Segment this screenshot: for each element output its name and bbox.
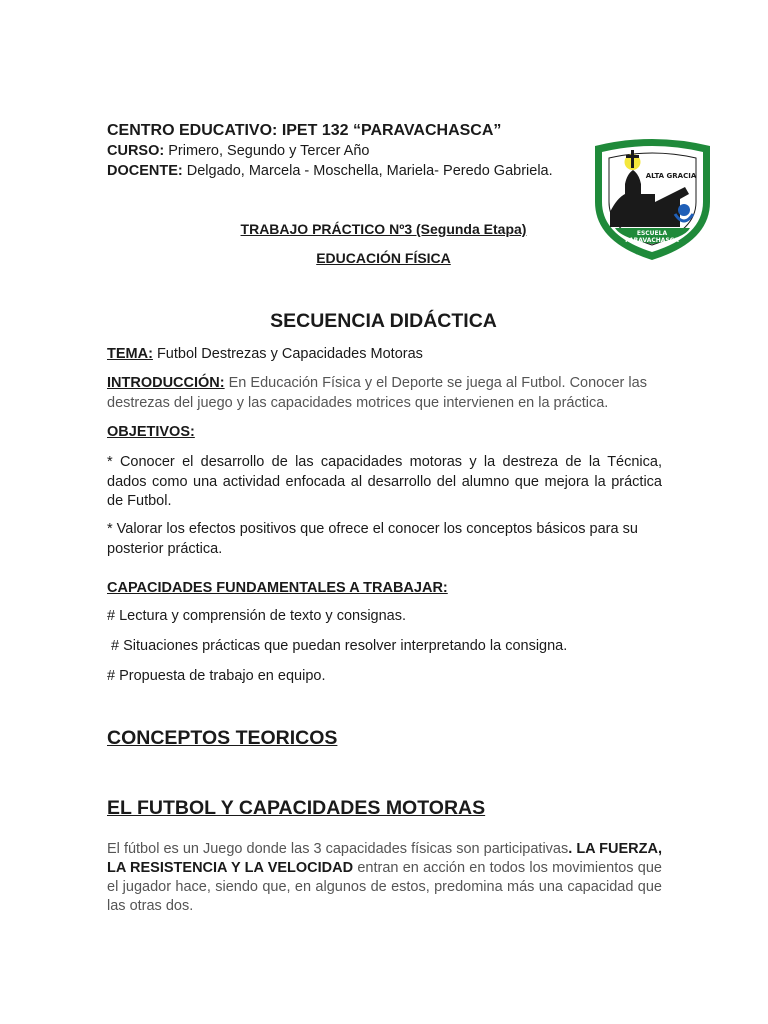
svg-text:ESCUELA: ESCUELA: [636, 230, 668, 237]
svg-text:PARAVACHASCA: PARAVACHASCA: [625, 237, 679, 244]
docente-value: Delgado, Marcela - Moschella, Mariela- Peredo Gabriela.: [182, 163, 553, 179]
futbol-paragraph-part1: El fútbol es un Juego donde las 3 capacidades físicas son participativas: [107, 841, 569, 857]
futbol-heading: EL FUTBOL Y CAPACIDADES MOTORAS: [107, 797, 486, 819]
curso-value: Primero, Segundo y Tercer Año: [164, 143, 370, 159]
docente-line: [107, 163, 553, 179]
futbol-paragraph-part3: entran en acción en todos los movimientos que el jugador hace, siendo que, en algunos de estos, predomina más una capacidad que las otras dos.: [107, 860, 662, 914]
school-title: CENTRO EDUCATIVO: IPET 132 “PARAVACHASCA”: [107, 122, 502, 139]
capacidades-label: CAPACIDADES FUNDAMENTALES A TRABAJAR:: [107, 580, 448, 596]
docente-label: DOCENTE:: [107, 163, 183, 179]
futbol-paragraph: [107, 840, 662, 916]
introduccion-label: INTRODUCCIÓN:: [107, 375, 225, 391]
conceptos-heading: CONCEPTOS TEORICOS: [107, 727, 338, 749]
school-crest-icon: [585, 132, 720, 267]
tema-line: [107, 345, 662, 365]
futbol-paragraph-part2: . LA FUERZA, LA RESISTENCIA Y LA VELOCIDAD: [107, 841, 662, 876]
tema-value: Futbol Destrezas y Capacidades Motoras: [152, 346, 423, 362]
introduccion-paragraph: [107, 374, 662, 413]
school-logo: [585, 132, 720, 267]
capacidad-item: # Situaciones prácticas que puedan resolver interpretando la consigna.: [107, 638, 568, 654]
objetivos-label: OBJETIVOS:: [107, 424, 195, 440]
trabajo-practico-title: TRABAJO PRÁCTICO Nº3 (Segunda Etapa): [240, 221, 527, 237]
svg-text:ALTA GRACIA: ALTA GRACIA: [645, 172, 697, 180]
curso-label: CURSO:: [107, 143, 165, 159]
capacidad-item: # Lectura y comprensión de texto y consignas.: [107, 608, 407, 624]
secuencia-heading: SECUENCIA DIDÁCTICA: [270, 310, 497, 332]
introduccion-value: En Educación Física y el Deporte se juega al Futbol. Conocer las destrezas del juego y las capacidades motrices que intervienen en la práctica.: [107, 375, 647, 411]
tema-label: TEMA:: [107, 346, 153, 362]
materia-title: EDUCACIÓN FÍSICA: [316, 250, 451, 266]
curso-line: [107, 143, 369, 159]
capacidad-item: # Propuesta de trabajo en equipo.: [107, 668, 326, 684]
objetivo-item: * Conocer el desarrollo de las capacidades motoras y la destreza de la Técnica, dados como una actividad enfocada al desarrollo del alumno que mejora la práctica de Futbol.: [107, 454, 662, 509]
objetivo-item: * Valorar los efectos positivos que ofrece el conocer los conceptos básicos para su posterior práctica.: [107, 521, 638, 557]
